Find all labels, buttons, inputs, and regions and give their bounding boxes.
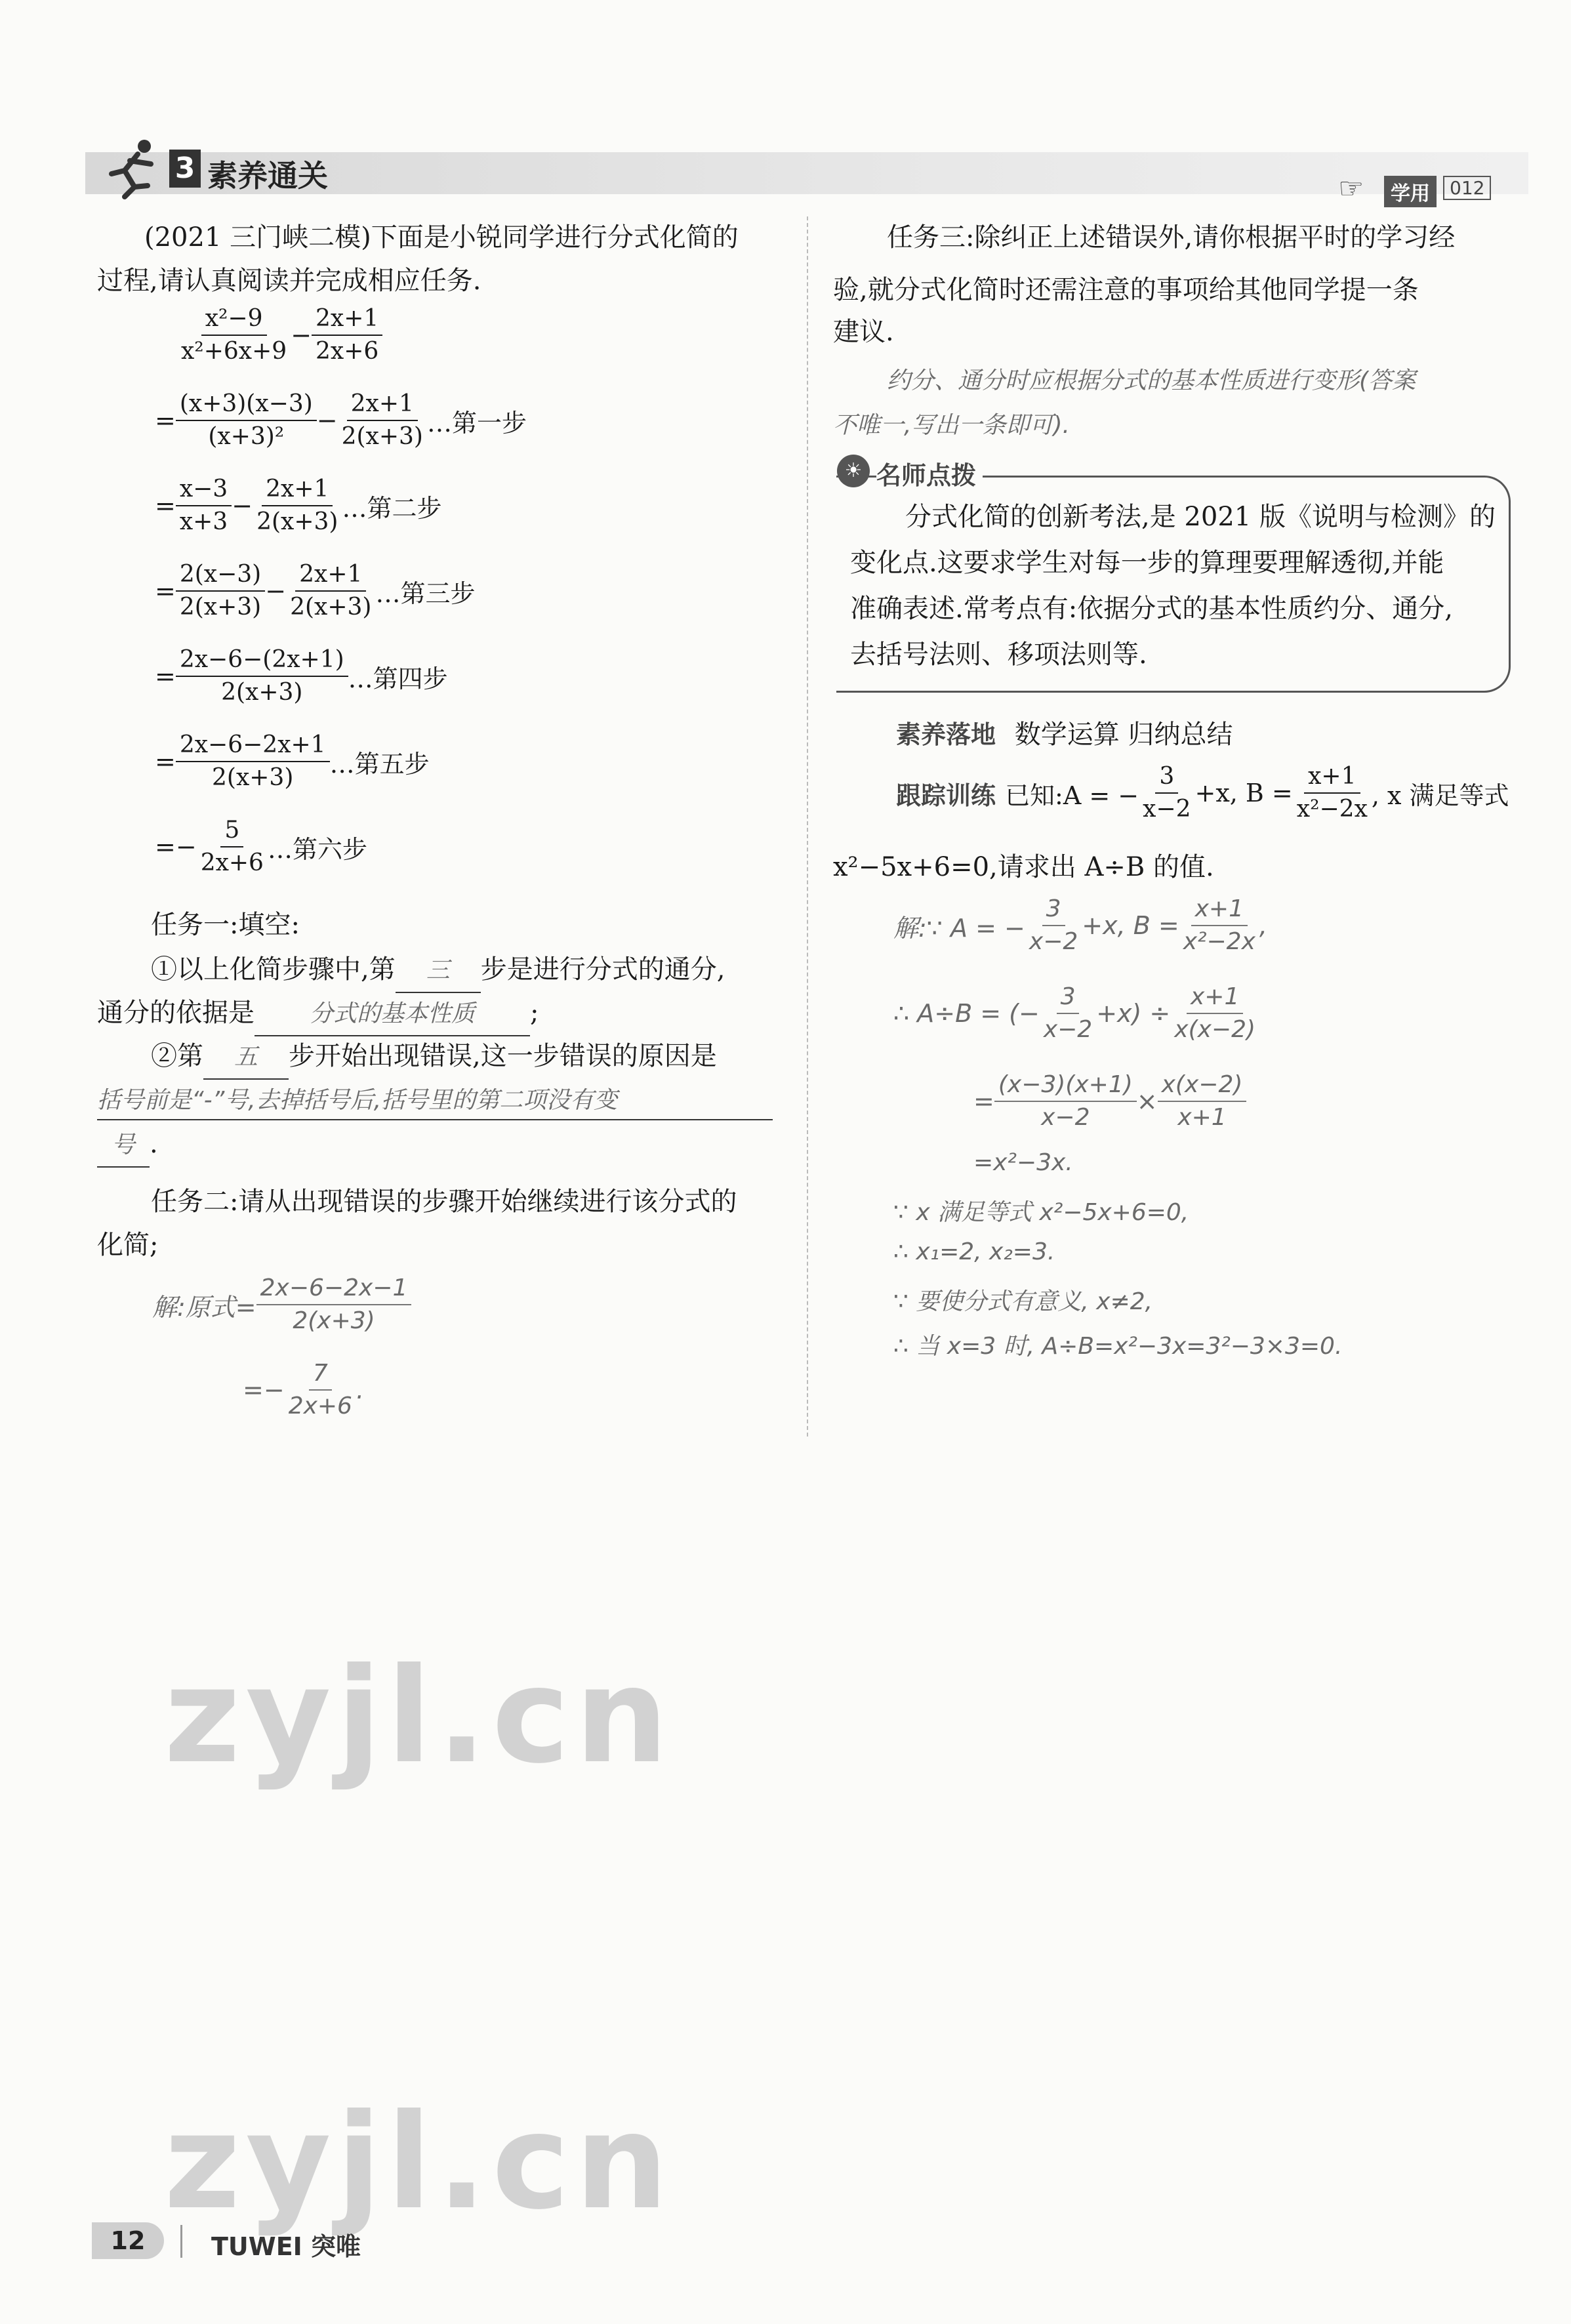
answer-line-7: ∵ 要使分式有意义, x≠2, [893,1288,1153,1315]
task2-solution-2: =− $\frac{7}{2x+6}$ . [243,1358,364,1422]
task3-line-1: 任务三:除纠正上述错误外,请你根据平时的学习经 [887,222,1456,253]
task1-q2-answer-line2: 号 . [97,1123,158,1168]
task2-line-2: 化简; [97,1230,159,1260]
header-right-code: 012 [1443,176,1491,200]
watermark-2: zyjl.cn [164,2086,674,2239]
practice-row: 跟踪训练 已知:A = − $\frac{3}{x-2}$ +x, B = $\frac{x+1}{\text{x²−2x}}$ , x 满足等式 [896,761,1509,825]
section-number-badge: 3 [169,150,201,188]
header-right-label: 学用 [1384,176,1437,207]
intro-line-2: 过程,请认真阅读并完成相应任务. [97,266,481,296]
task3-answer-line-2: 不唯一,写出一条即可). [833,412,1070,439]
task1-q2-line1: ②第 五 步开始出现错误,这一步错误的原因是 [151,1035,717,1080]
intro-line-1: (2021 三门峡二模)下面是小锐同学进行分式化简的 [144,222,739,253]
watermark-1: zyjl.cn [164,1640,674,1793]
brand-logo: TUWEI 突唯 [211,2232,361,2261]
answer-line-3: = $\frac{(x-3)(x+1)}{x-2}$ × $\frac{x(x-2)}{x+1}$ [973,1069,1246,1133]
tip-line-4: 去括号法则、移项法则等. [850,640,1147,670]
step-2: = $\frac{x-3}{x+3}$ − $\frac{2x+1}{2(x+3)}$ …第二步 [155,474,441,538]
literacy-row: 素养落地 数学运算 归纳总结 [896,720,1233,750]
tip-line-2: 变化点.这要求学生对每一步的算理要理解透彻,并能 [850,548,1444,578]
tip-title: 名师点拨 [876,455,983,491]
task1-q1-line1: ①以上化简步骤中,第 三 步是进行分式的通分, [151,948,725,993]
step-4: = $\frac{2x-6-(2x+1)}{2(x+3)}$ …第四步 [155,644,448,708]
answer-line-4: =x²−3x. [973,1149,1073,1176]
footer-divider [180,2225,182,2258]
answer-line-1: 解:∵ A = − $\frac{3}{x-2}$ +x, B = $\frac{x+1}{\text{x²−2x}}$ , [893,893,1267,958]
page-number: 12 [92,2222,164,2259]
tip-line-1: 分式化简的创新考法,是 2021 版《说明与检测》的 [905,502,1496,532]
task3-line-3: 建议. [833,317,894,347]
answer-line-2: ∴ A÷B = (− $\frac{3}{x-2}$ +x) ÷ $\frac{x+1}{x(x-2)}$ [893,981,1259,1046]
answer-line-5: ∵ x 满足等式 x²−5x+6=0, [893,1199,1189,1226]
task1-q2-answer-line1: 括号前是“-”号,去掉括号后,括号里的第二项没有变 [97,1082,773,1120]
section-title: 素养通关 [207,158,328,194]
task3-line-2: 验,就分式化简时还需注意的事项给其他同学提一条 [833,275,1419,305]
pointing-hand-icon: ☞ [1338,172,1364,205]
column-divider [807,216,808,1437]
task2-solution-1: 解:原式= $\frac{2x-6-2x-1}{2(x+3)}$ [152,1273,411,1337]
task3-answer-line-1: 约分、通分时应根据分式的基本性质进行变形(答案 [887,367,1416,394]
lightbulb-icon: ☀ [837,455,870,487]
expression-0: $\frac{\text{x²−9}}{\text{x²+6x+9}}$ − $\frac{2x+1}{2x+6}$ [177,303,382,367]
practice-line-2: x²−5x+6=0,请求出 A÷B 的值. [833,852,1214,882]
step-6: =− $\frac{5}{2x+6}$ …第六步 [155,815,367,879]
answer-line-6: ∴ x₁=2, x₂=3. [893,1238,1055,1265]
tip-line-3: 准确表述.常考点有:依据分式的基本性质约分、通分, [850,594,1453,624]
answer-line-8: ∴ 当 x=3 时, A÷B=x²−3x=3²−3×3=0. [893,1333,1343,1360]
task1-q1-line2: 通分的依据是 分式的基本性质 ; [97,992,539,1036]
step-3: = $\frac{2(x-3)}{2(x+3)}$ − $\frac{2x+1}{2(x+3)}$ …第三步 [155,559,475,623]
runner-icon [98,134,171,203]
step-1: = $\frac{(x+3)(x-3)}{\text{(x+3)²}}$ − $\frac{2x+1}{2(x+3)}$ …第一步 [155,388,527,453]
task2-line-1: 任务二:请从出现错误的步骤开始继续进行该分式的 [151,1187,737,1217]
step-5: = $\frac{2x-6-2x+1}{2(x+3)}$ …第五步 [155,729,430,794]
task1-title: 任务一:填空: [151,910,300,940]
